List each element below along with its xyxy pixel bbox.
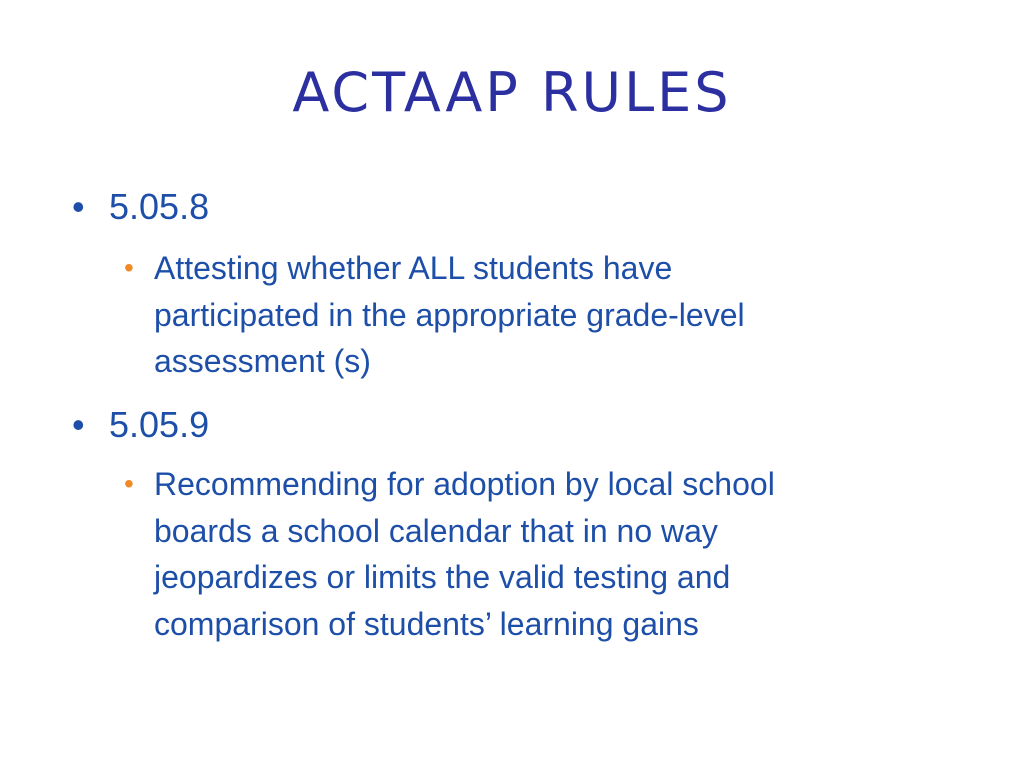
rule-number: 5.05.9 bbox=[109, 404, 210, 445]
text-line: boards a school calendar that in no way bbox=[154, 512, 718, 549]
sub-bullet-text bbox=[154, 245, 745, 385]
bullet-icon: • bbox=[72, 186, 85, 227]
text-line: comparison of students’ learning gains bbox=[154, 605, 699, 642]
text-line: Attesting whether ALL students have bbox=[154, 250, 673, 286]
rule-number: 5.05.8 bbox=[109, 186, 210, 227]
text-line: participated in the appropriate grade-level bbox=[154, 296, 745, 333]
text-line: assessment (s) bbox=[154, 343, 371, 379]
slide-title: ACTAAP RULES bbox=[292, 61, 732, 124]
sub-bullet-icon: • bbox=[124, 468, 134, 499]
sub-bullet-text bbox=[154, 461, 775, 647]
text-line: jeopardizes or limits the valid testing and bbox=[154, 559, 731, 595]
text-line: Recommending for adoption by local school bbox=[154, 466, 775, 502]
sub-bullet-icon: • bbox=[124, 252, 134, 283]
bullet-icon: • bbox=[72, 404, 85, 445]
